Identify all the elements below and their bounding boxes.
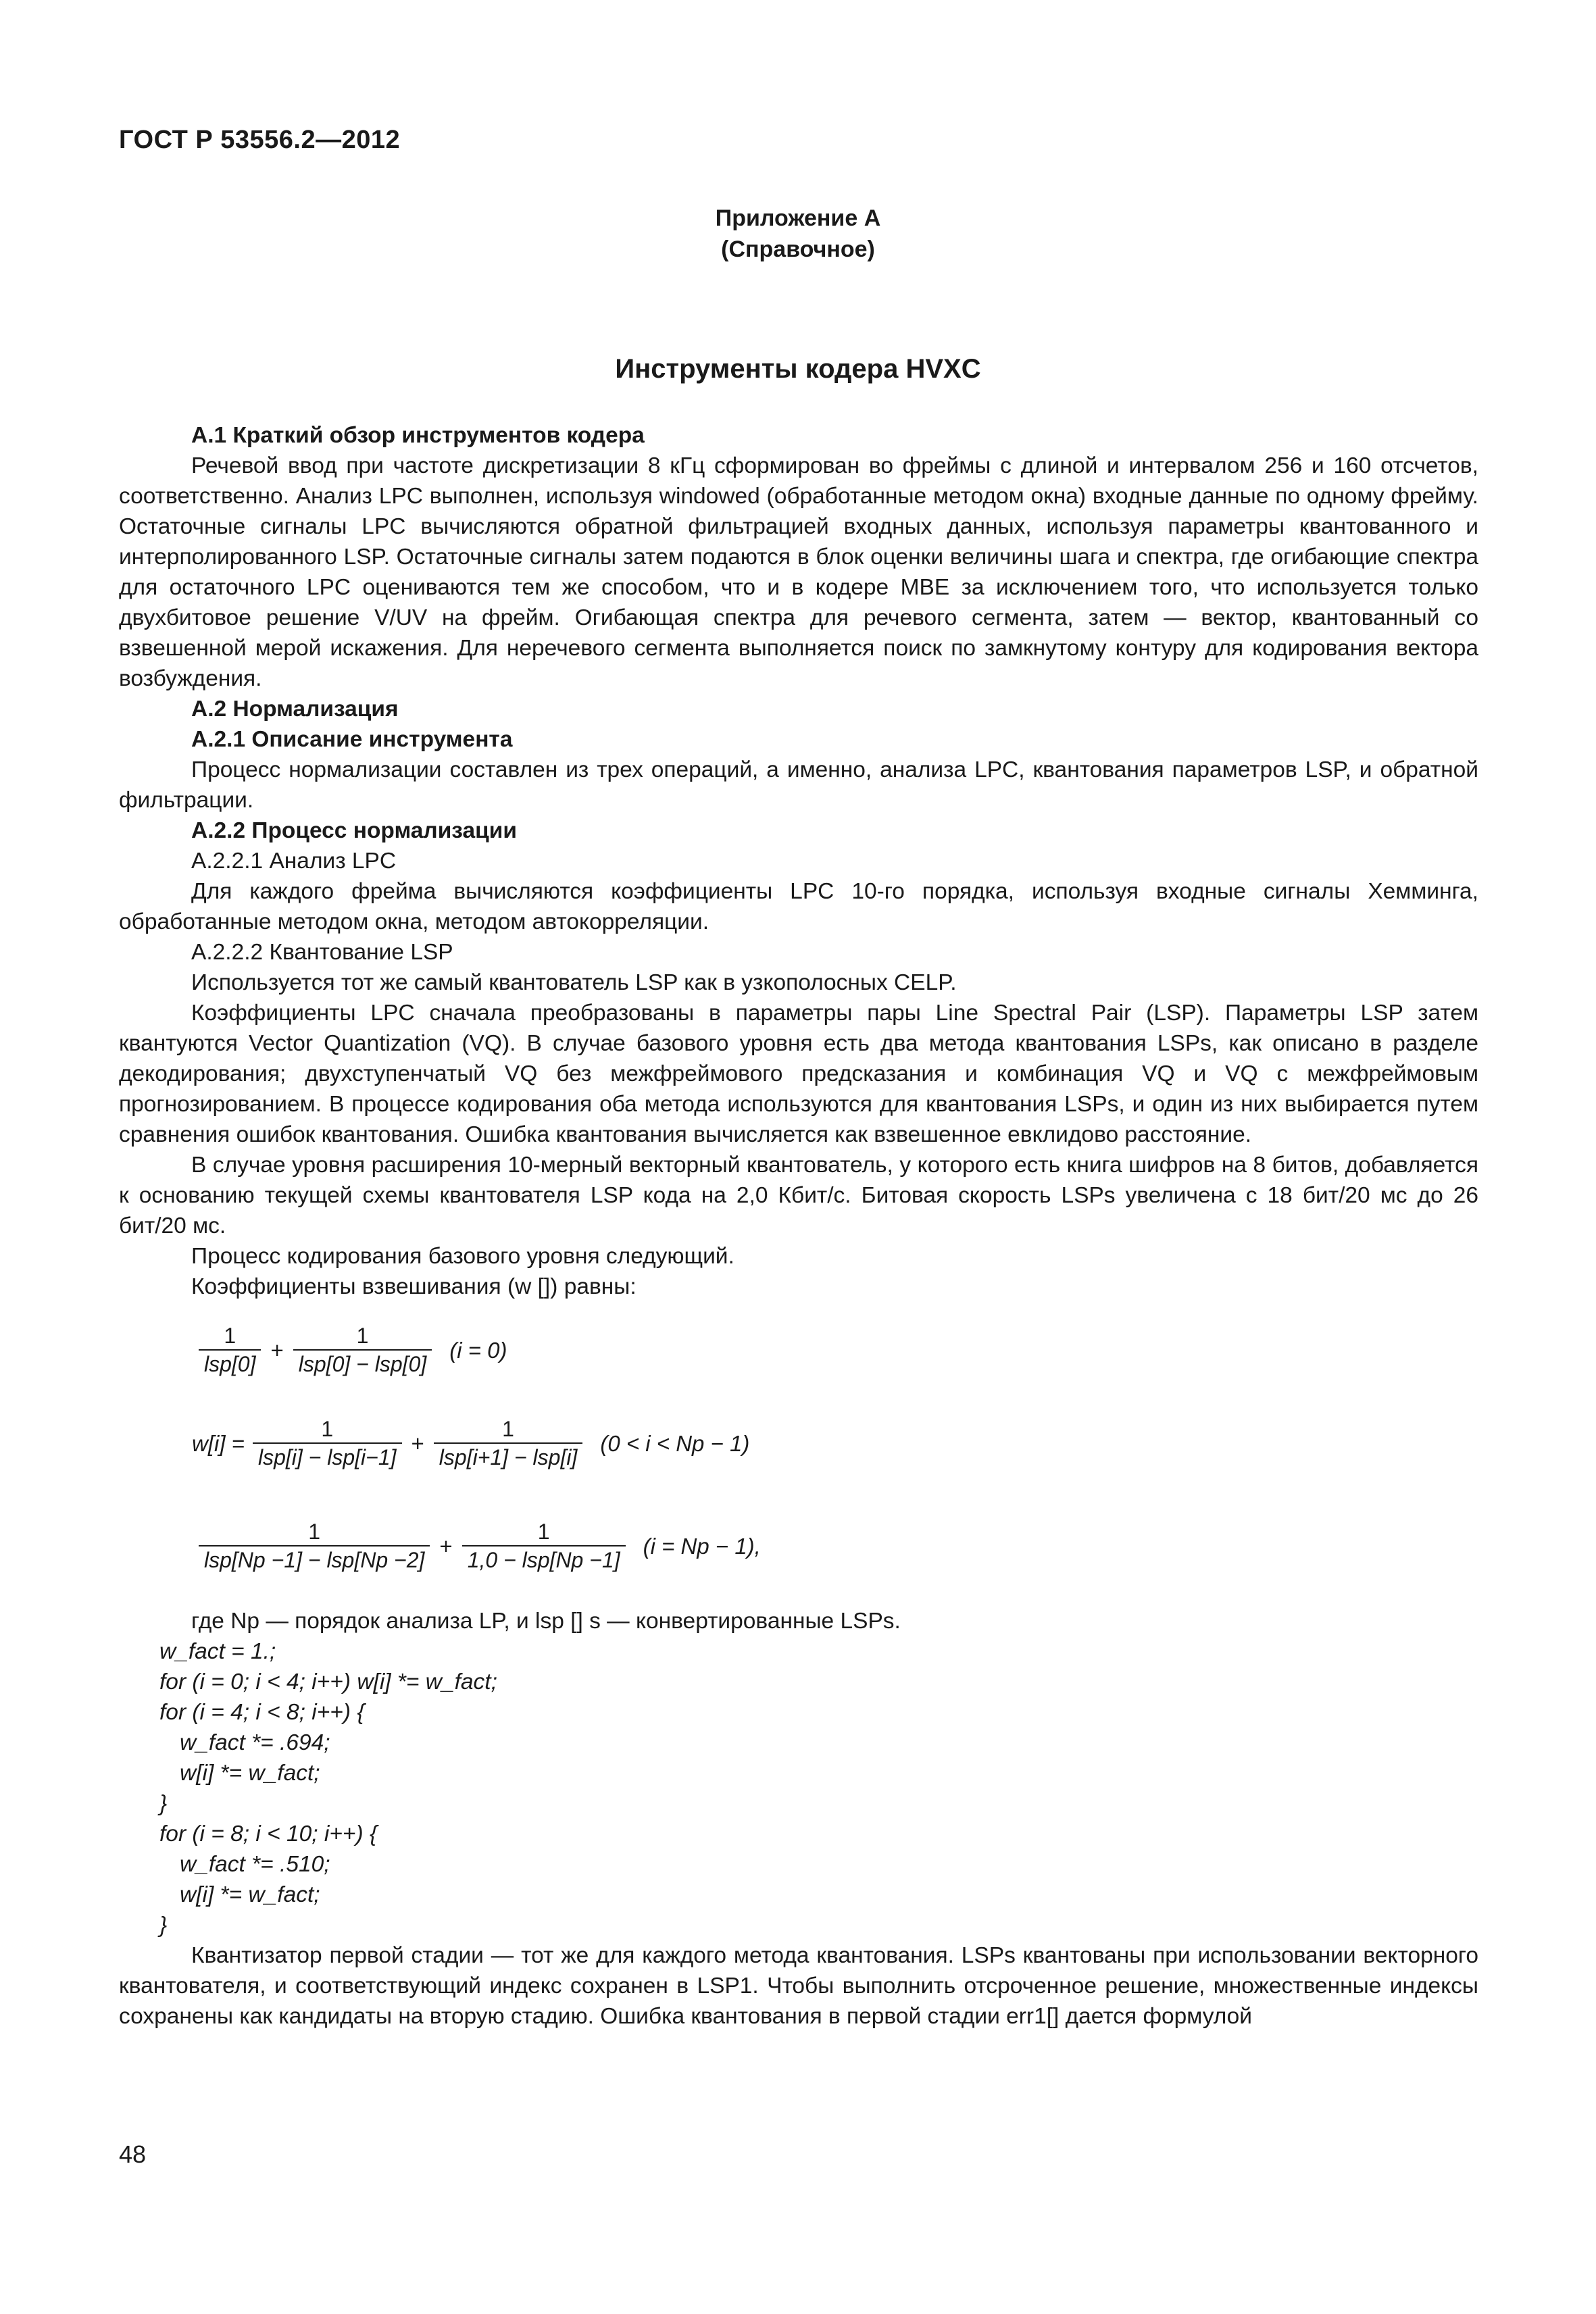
standard-header: ГОСТ Р 53556.2—2012 <box>119 126 401 154</box>
code-line: w_fact *= .510; <box>180 1852 330 1877</box>
code-line: for (i = 8; i < 10; i++) { <box>159 1821 378 1846</box>
formula-line-2: w[i] = $\frac{1}{\text{lsp[i] − lsp[i−1]}}$ + $\frac{1}{\text{lsp[i+1] − lsp[i]}}$ (0 < i < Np − 1) <box>192 1417 750 1469</box>
code-block <box>119 1636 1478 1940</box>
where-clause: где Np — порядок анализа LP, и lsp [] s — конвертированные LSPs. <box>191 1609 901 1634</box>
paragraph: Квантизатор первой стадии — тот же для каждого метода квантования. LSPs квантованы при использовании векторного квантователя, и соответствующий индекс сохранен в LSP1. Чтобы выполнить отсроченное решение, множественные индексы сохранены как кандидаты на вторую стадию. Ошибка квантования в первой стадии err1[] дается формулой <box>119 1943 1478 2029</box>
formula-line-3: $\frac{1}{\text{lsp[Np −1] − lsp[Np −2]}}$ + $\frac{1}{\text{1,0 − lsp[Np −1]}}$ (i = Np − 1), <box>195 1518 761 1574</box>
code-line: } <box>159 1791 168 1816</box>
formula-line-1: $\frac{1}{\text{lsp[0]}}$ + $\frac{1}{\text{lsp[0] − lsp[0]}}$ (i = 0) <box>195 1322 507 1378</box>
code-line: w[i] *= w_fact; <box>180 1882 320 1907</box>
subsection-heading: А.2.2.2 Квантование LSP <box>191 940 453 965</box>
fraction: $\frac{1}{\text{lsp[Np −1] − lsp[Np −2]}}$ <box>199 1518 430 1574</box>
fraction: $\frac{1}{\text{1,0 − lsp[Np −1]}}$ <box>462 1518 626 1574</box>
formula-condition: (0 < i < Np − 1) <box>600 1430 750 1456</box>
annex-heading <box>0 203 1596 265</box>
paragraph: Коэффициенты LPC сначала преобразованы в параметры пары Line Spectral Pair (LSP). Параметры LSP затем квантуются Vector Quantization (VQ). В случае базового уровня есть два метода квантования LSPs, как описано в разделе декодирования; двухступенчатый VQ без межфреймового предсказания и комбинация VQ и VQ с межфреймовым прогнозированием. В процессе кодирования оба метода используются для квантования LSPs, и один из них выбирается путем сравнения ошибок квантования. Ошибка квантования вычисляется как взвешенное евклидово расстояние. <box>119 1001 1478 1147</box>
formula-condition: (i = Np − 1), <box>643 1533 761 1559</box>
code-line: w_fact = 1.; <box>159 1639 276 1664</box>
code-line: w_fact *= .694; <box>180 1730 330 1755</box>
fraction: $\frac{1}{\text{lsp[0] − lsp[0]}}$ <box>293 1322 432 1378</box>
paragraph: Используется тот же самый квантователь LSP как в узкополосных CELP. <box>191 970 957 995</box>
weight-formulas <box>119 1309 1478 1606</box>
page-number: 48 <box>119 2140 147 2168</box>
paragraph: Речевой ввод при частоте дискретизации 8 кГц сформирован во фреймы с длиной и интервалом 256 и 160 отсчетов, соответственно. Анализ LPC выполнен, используя windowed (обработанные методом окна) входные данные по одному фрейму. Остаточные сигналы LPC вычисляются обратной фильтрацией входных данных, используя параметры квантованного и интерполированного LSP. Остаточные сигналы затем подаются в блок оценки величины шага и спектра, где огибающие спектра для остаточного LPC оцениваются тем же способом, что и в кодере MBE за исключением того, что используется только двухбитовое решение V/UV на фрейм. Огибающая спектра для речевого сегмента, затем — вектор, квантованный со взвешенной мерой искажения. Для неречевого сегмента выполняется поиск по замкнутому контуру для кодирования вектора возбуждения. <box>119 453 1478 691</box>
section-heading: А.2 Нормализация <box>191 697 399 722</box>
paragraph: В случае уровня расширения 10-мерный векторный квантователь, у которого есть книга шифров на 8 битов, добавляется к основанию текущей схемы квантователя LSP кода на 2,0 Кбит/с. Битовая скорость LSPs увеличена с 18 бит/20 мс до 26 бит/20 мс. <box>119 1153 1478 1238</box>
paragraph: Процесс нормализации составлен из трех операций, а именно, анализа LPC, квантования параметров LSP, и обратной фильтрации. <box>119 757 1478 813</box>
fraction: $\frac{1}{\text{lsp[0]}}$ <box>199 1322 261 1378</box>
paragraph: Коэффициенты взвешивания (w []) равны: <box>191 1274 637 1299</box>
code-line: } <box>159 1913 168 1938</box>
paragraph: Для каждого фрейма вычисляются коэффициенты LPC 10-го порядка, используя входные сигналы Хемминга, обработанные методом окна, методом автокорреляции. <box>119 879 1478 934</box>
formula-lhs: w[i] = <box>192 1430 245 1456</box>
paragraph: Процесс кодирования базового уровня следующий. <box>191 1244 734 1269</box>
code-line: w[i] *= w_fact; <box>180 1761 320 1786</box>
fraction: $\frac{1}{\text{lsp[i] − lsp[i−1]}}$ <box>253 1415 402 1471</box>
section-heading: А.2.1 Описание инструмента <box>191 727 513 752</box>
section-heading: А.1 Краткий обзор инструментов кодера <box>191 423 645 448</box>
code-line: for (i = 4; i < 8; i++) { <box>159 1700 365 1725</box>
annex-label: Приложение А <box>715 205 881 231</box>
fraction: $\frac{1}{\text{lsp[i+1] − lsp[i]}}$ <box>434 1415 583 1471</box>
subsection-heading: А.2.2.1 Анализ LPC <box>191 849 397 874</box>
formula-condition: (i = 0) <box>449 1337 507 1363</box>
annex-title: Инструменты кодера HVXC <box>615 354 981 384</box>
annex-type: (Справочное) <box>721 236 875 262</box>
code-line: for (i = 0; i < 4; i++) w[i] *= w_fact; <box>159 1669 497 1694</box>
body-text <box>119 420 1478 2032</box>
section-heading: А.2.2 Процесс нормализации <box>191 818 517 843</box>
